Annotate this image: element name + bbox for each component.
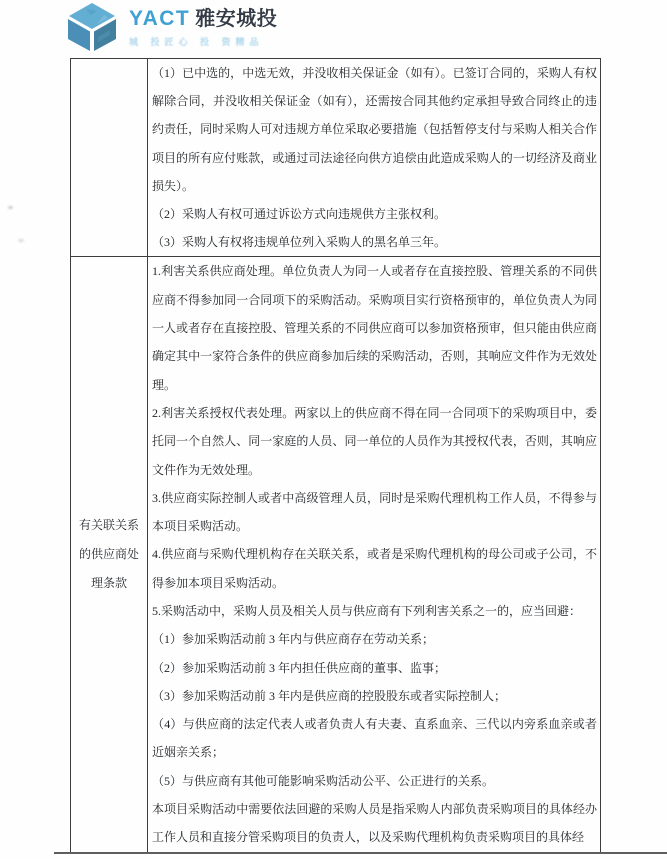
scan-speck bbox=[8, 206, 13, 209]
table-row-violation-handling bbox=[71, 59, 600, 257]
paragraph: 1.利害关系供应商处理。单位负责人为同一人或者存在直接控股、管理关系的不同供应商不得参加同一合同项下的采购活动。采购项目实行资格预审的，单位负责人为同一人或者存在直接控股、管理关系的不同供应商可以参加资格预审，但只能由供应商确定其中一家符合条件的供应商参加后续的采购活动，否则，其响应文件作为无效处理。 bbox=[152, 264, 597, 392]
paragraph: （5）与供应商有其他可能影响采购活动公平、公正进行的关系。 bbox=[152, 773, 495, 788]
row-label-line: 理条款 bbox=[90, 576, 127, 591]
scan-speck bbox=[18, 239, 24, 242]
paragraph: （2）参加采购活动前 3 年内担任供应商的董事、监事； bbox=[152, 660, 447, 675]
row2-content-cell bbox=[148, 257, 600, 852]
paragraph: （3）采购人有权将违规单位列入采购人的黑名单三年。 bbox=[152, 235, 447, 250]
brand-line bbox=[129, 7, 277, 33]
page-bottom-edge bbox=[54, 852, 667, 854]
row1-content-cell bbox=[148, 59, 600, 256]
row-label-line: 有关联关系 bbox=[78, 518, 139, 533]
logo-abbr: YACT bbox=[129, 7, 191, 30]
paragraph: （3）参加采购活动前 3 年内是供应商的控股股东或者实际控制人； bbox=[152, 688, 507, 703]
logo bbox=[64, 2, 277, 52]
row2-label-cell bbox=[71, 257, 148, 852]
paragraph: 3.供应商实际控制人或者中高级管理人员，同时是采购代理机构工作人员，不得参与本项目采购活动。 bbox=[152, 490, 597, 534]
paragraph: （4）与供应商的法定代表人或者负责人有夫妻、直系血亲、三代以内旁系血亲或者近姻亲关系； bbox=[152, 717, 597, 760]
paragraph: 本项目采购活动中需要依法回避的采购人员是指采购人内部负责采购项目的具体经办工作人员和直接分管采购项目的负责人，以及采购代理机构负责采购项目的具体经 bbox=[152, 802, 597, 845]
logo-brand-name: 雅安城投 bbox=[195, 8, 278, 30]
terms-table bbox=[70, 58, 601, 852]
row-label-line: 的供应商处 bbox=[78, 547, 139, 562]
table-row-related-supplier-terms bbox=[71, 257, 600, 852]
paragraph: （2）采购人有权可通过诉讼方式向违规供方主张权利。 bbox=[152, 207, 447, 222]
paragraph: 2.利害关系授权代表处理。两家以上的供应商不得在同一合同项下的采购项目中，委托同一个自然人、同一家庭的人员、同一单位的人员作为其授权代表，否则，其响应文件作为无效处理。 bbox=[152, 405, 597, 477]
paragraph: （1）参加采购活动前 3 年内与供应商存在劳动关系； bbox=[152, 632, 435, 647]
row1-label-cell bbox=[71, 59, 148, 256]
logo-tagline: 城 投匠心 投 资精品 bbox=[129, 37, 264, 47]
logo-text bbox=[129, 7, 277, 48]
paragraph: （1）已中选的，中选无效，并没收相关保证金（如有）。已签订合同的，采购人有权解除合同，并没收相关保证金（如有），还需按合同其他约定承担导致合同终止的违约责任，同时采购人可对违规方单位采取必要措施（包括暂停支付与采购人相关合作项目的所有应付账款，或通过司法途径向供方追偿由此造成采购人的一切经济及商业损失）。 bbox=[152, 66, 597, 193]
cube-icon bbox=[64, 2, 120, 52]
paragraph: 4.供应商与采购代理机构存在关联关系，或者是采购代理机构的母公司或子公司，不得参加本项目采购活动。 bbox=[152, 547, 597, 590]
paragraph: 5.采购活动中，采购人员及相关人员与供应商有下列利害关系之一的，应当回避： bbox=[152, 603, 582, 618]
